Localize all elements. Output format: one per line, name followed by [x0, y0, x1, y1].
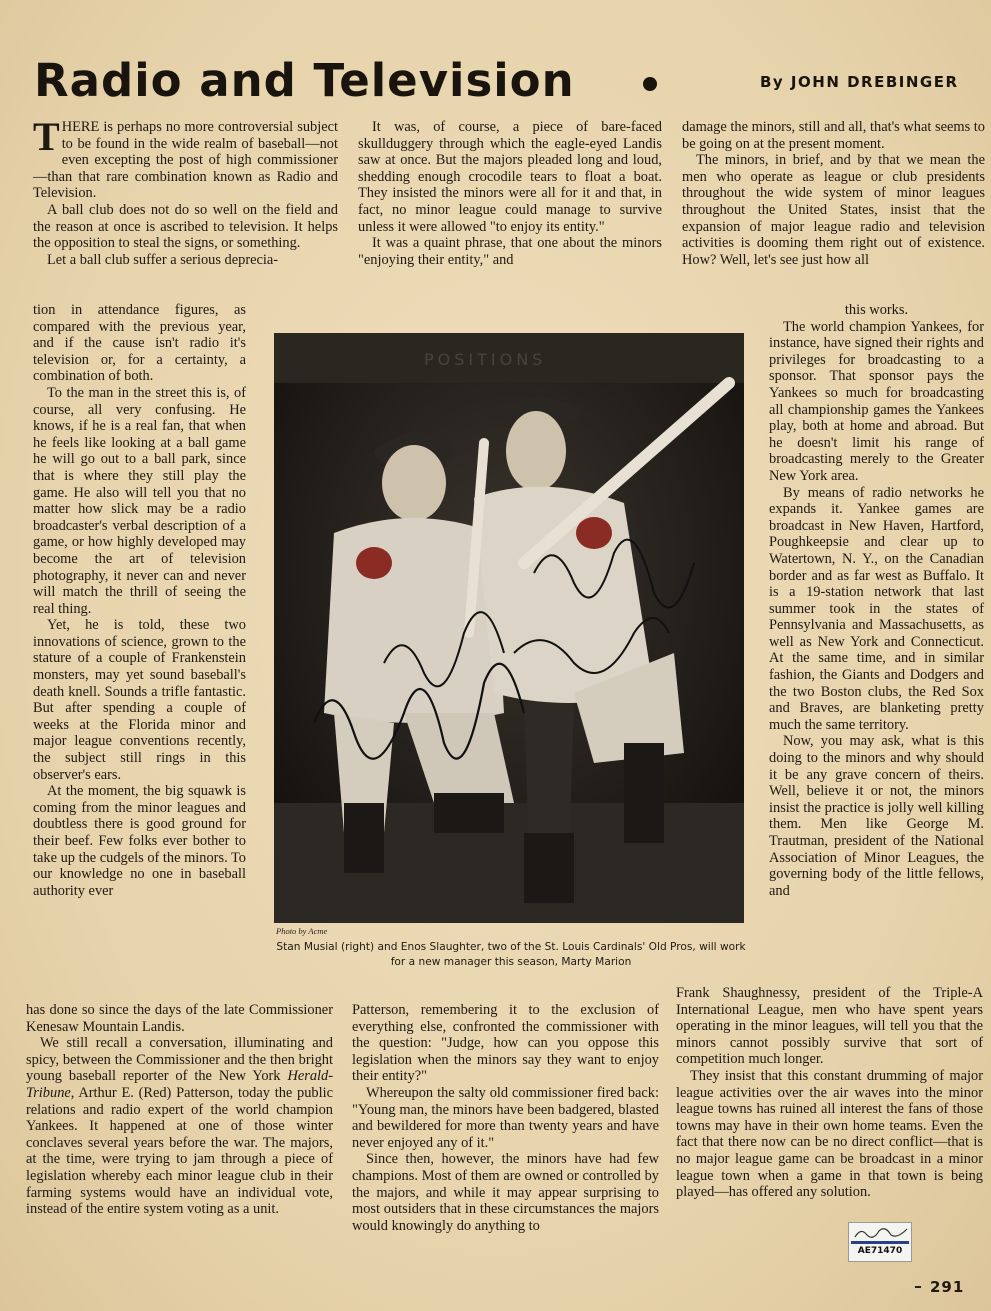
- photo-musial-slaughter: [274, 333, 744, 923]
- photo-illustration: [274, 333, 744, 923]
- col3-bottom: [676, 985, 983, 1201]
- paragraph: Patterson, remembering it to the exclusion of everything else, confronted the commissioner with the question: "Judge, how can you oppose this legislation when the minors say they want to enjoy their entity?": [352, 1002, 659, 1085]
- paragraph: Yet, he is told, these two innovations of science, grown to the stature of a couple of Frankenstein monsters, may yet sound baseball's death knell. Sounds a trifle fantastic. But after spending a couple of weeks at the Florida minor and major league conventions recently, the subject still rings in this observer's ears.: [33, 617, 246, 783]
- scoreboard-text: POSITIONS: [424, 350, 547, 369]
- drop-cap: T: [33, 114, 60, 159]
- paragraph: To the man in the street this is, of course, all very confusing. He knows, if he is a real fan, that when he feels like looking at a ball game he will go out to a ball park, since that is where they still play the game. He also will tell you that no matter how slick may be a radio broadcaster's verbal description of a game, or how highly developed may become the art of television photography, it never can and never will match the thrill of seeing the real thing.: [33, 384, 246, 617]
- paragraph: Now, you may ask, what is this doing to the minors and why should it be any grave concern of theirs. Well, believe it or not, the minors insist the practice is jolly well killing them. Men like George M. Trautman, president of the National Association of Minor Leagues, the governing body of the little fellows, and: [769, 733, 984, 899]
- paragraph: Since then, however, the minors have had few champions. Most of them are owned or controlled by the majors, and while it may appear surprising to most outsiders that in these circumstances the majors would knowingly do anything to: [352, 1151, 659, 1234]
- paragraph: At the moment, the big squawk is coming from the minor leagues and doubtless there is good ground for their beef. Few folks ever bother to take up the cudgels of the minors. To our knowledge no one in baseball authority ever: [33, 783, 246, 899]
- paragraph: It was a quaint phrase, that one about the minors "enjoying their entity," and: [358, 235, 662, 268]
- photo-caption: Stan Musial (right) and Enos Slaughter, two of the St. Louis Cardinals' Old Pros, will work for a new manager this season, Marty Marion: [276, 941, 746, 968]
- paragraph: tion in attendance figures, as compared with the previous year, and if the cause isn't radio it's television or, for a certainty, a combination of both.: [33, 302, 246, 385]
- col3-side: [769, 302, 984, 899]
- paragraph: Frank Shaughnessy, president of the Triple-A International League, men who have spent years operating in the minor leagues, will tell you that the minors cannot possibly survive that sort of competition much longer.: [676, 985, 983, 1068]
- col2-top: [358, 119, 662, 268]
- col3-top: [682, 119, 985, 268]
- authentication-id: AE71470: [857, 1246, 903, 1256]
- paragraph: this works.: [844, 302, 909, 318]
- sticker-bar: [851, 1241, 909, 1244]
- paragraph: Whereupon the salty old commissioner fired back: "Young man, the minors have been badgered, blasted and bewildered for more than twenty years and have never enjoyed any of it.": [352, 1084, 659, 1151]
- paragraph: It was, of course, a piece of bare-faced skullduggery through which the eagle-eyed Landis saw at once. But the majors pleaded long and loud, shedding enough crocodile tears to float a boat. They insisted the minors were all for it and that, in fact, no minor league could manage to survive unless it were allowed "to enjoy its entity.": [358, 119, 662, 235]
- col1-top: [33, 114, 338, 268]
- paragraph: THERE is perhaps no more controversial subject to be found in the wide realm of baseball—not even excepting the post of high commissioner—than that rare combination known as Radio and Television.: [33, 114, 338, 202]
- col1-side: [33, 302, 246, 899]
- paragraph: A ball club does not do so well on the field and the reason at once is ascribed to television. It helps the opposition to steal the signs, or something.: [33, 201, 338, 252]
- paragraph: The minors, in brief, and by that we mean the men who operate as league or club presidents throughout the wide system of minor leagues throughout the United States, insist that the expansion of major league radio and television activities is dooming them right out of existence. How? Well, let's see just how all: [682, 152, 985, 268]
- byline: By JOHN DREBINGER: [760, 73, 959, 91]
- photo-credit: Photo by Acme: [276, 926, 328, 936]
- article-title: Radio and Television: [34, 54, 575, 107]
- paragraph: has done so since the days of the late Commissioner Kenesaw Mountain Landis.: [26, 1002, 333, 1035]
- paragraph: They insist that this constant drumming of major league activities over the air waves into the minor league towns has ruined all interest the fans of those towns may have in their own home teams. Even the fact that there now can be no direct conflict—that is no major league game can be broadcast in a minor league town when a game in that town is being played—has offered any solution.: [676, 1067, 983, 1201]
- page-number: 291: [930, 1278, 965, 1296]
- col2-bottom: [352, 1002, 659, 1234]
- authentication-sticker: [848, 1222, 912, 1262]
- paragraph: damage the minors, still and all, that's what seems to be going on at the present moment.: [682, 119, 985, 152]
- folio-dash: [915, 1286, 921, 1288]
- paragraph: We still recall a conversation, illuminating and spicy, between the Commissioner and the then bright young baseball reporter of the New York Herald-Tribune, Arthur E. (Red) Patterson, today the public relations and radio expert of the world champion Yankees. It happened at one of those winter conclaves several years before the war. The majors, at the time, were trying to jam through a piece of legislation whereby each minor league club in their farming systems would have an individual vote, instead of the entire system voting as a unit.: [26, 1035, 333, 1218]
- col1-bottom: [26, 1002, 333, 1218]
- sticker-signature-icon: [853, 1225, 909, 1241]
- paragraph: Let a ball club suffer a serious deprecia-: [47, 251, 279, 268]
- paragraph: The world champion Yankees, for instance, have signed their rights and privileges for broadcasting to a sponsor. That sponsor pays the Yankees so much for broadcasting all championship games the Yankees play, both at home and abroad. But he doesn't limit his range of broadcasting merely to the Greater New York area.: [769, 318, 984, 484]
- title-bullet: [643, 77, 657, 91]
- paragraph: By means of radio networks he expands it. Yankee games are broadcast in New Haven, Hartford, Poughkeepsie and clear up to Watertown, N. Y., on the Canadian border and as far west as Buffalo. It is a 19-station network that last summer took in the states of Pennsylvania and Massachusetts, as well as New York and Connecticut. At the same time, and in similar fashion, the Giants and Dodgers and the two Boston clubs, the Red Sox and Braves, are blanketing pretty much the same territory.: [769, 484, 984, 733]
